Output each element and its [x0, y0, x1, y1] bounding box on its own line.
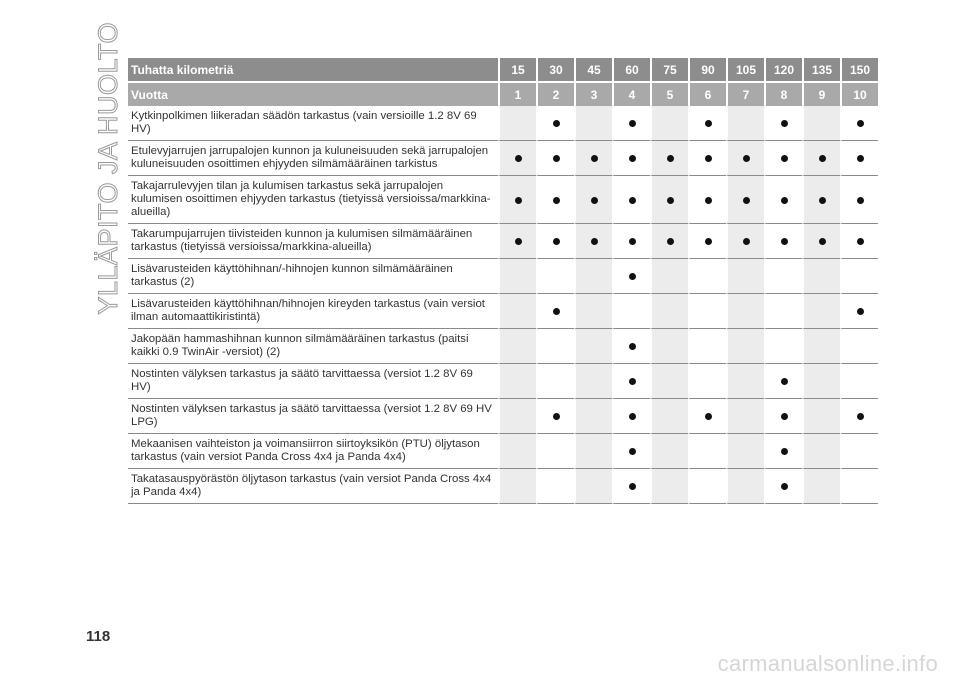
header-km-value: 15: [498, 58, 536, 81]
header-km-value: 30: [536, 58, 574, 81]
check-dot-icon: [743, 238, 750, 245]
table-row: [128, 106, 878, 141]
check-dot-icon: [857, 120, 864, 127]
interval-cell: [574, 259, 612, 294]
check-dot-icon: [857, 197, 864, 204]
interval-cell: [802, 259, 840, 294]
interval-cell: [726, 329, 764, 364]
check-dot-icon: [781, 413, 788, 420]
interval-cell: [840, 259, 878, 294]
header-year-value: 9: [802, 81, 840, 106]
table-row: [128, 469, 878, 504]
interval-cell: [650, 399, 688, 434]
interval-cell: [498, 364, 536, 399]
interval-cell: [498, 224, 536, 259]
table-row: [128, 259, 878, 294]
interval-cell: [650, 141, 688, 176]
check-dot-icon: [629, 483, 636, 490]
watermark: carmanualsonline.info: [717, 651, 938, 676]
interval-cell: [688, 106, 726, 141]
interval-cell: [650, 224, 688, 259]
check-dot-icon: [591, 197, 598, 204]
section-title-vertical: [90, 21, 126, 315]
interval-cell: [536, 329, 574, 364]
header-year-value: 3: [574, 81, 612, 106]
header-km-value: 150: [840, 58, 878, 81]
check-dot-icon: [705, 197, 712, 204]
interval-cell: [498, 106, 536, 141]
check-dot-icon: [629, 120, 636, 127]
check-dot-icon: [857, 413, 864, 420]
interval-cell: [802, 364, 840, 399]
interval-cell: [612, 224, 650, 259]
check-dot-icon: [591, 238, 598, 245]
interval-cell: [612, 364, 650, 399]
check-dot-icon: [857, 155, 864, 162]
interval-cell: [802, 434, 840, 469]
check-dot-icon: [553, 413, 560, 420]
interval-cell: [688, 259, 726, 294]
interval-cell: [498, 141, 536, 176]
interval-cell: [802, 469, 840, 504]
interval-cell: [688, 224, 726, 259]
interval-cell: [840, 176, 878, 224]
interval-cell: [726, 106, 764, 141]
interval-cell: [650, 469, 688, 504]
interval-cell: [764, 176, 802, 224]
interval-cell: [536, 224, 574, 259]
check-dot-icon: [553, 308, 560, 315]
interval-cell: [840, 329, 878, 364]
check-dot-icon: [857, 238, 864, 245]
check-dot-icon: [553, 120, 560, 127]
header-km-value: 105: [726, 58, 764, 81]
check-dot-icon: [781, 197, 788, 204]
table-row: [128, 294, 878, 329]
check-dot-icon: [705, 238, 712, 245]
interval-cell: [612, 294, 650, 329]
interval-cell: [726, 259, 764, 294]
interval-cell: [498, 434, 536, 469]
interval-cell: [536, 259, 574, 294]
interval-cell: [574, 399, 612, 434]
interval-cell: [650, 259, 688, 294]
interval-cell: [498, 469, 536, 504]
interval-cell: [612, 399, 650, 434]
header-km-value: 60: [612, 58, 650, 81]
interval-cell: [574, 141, 612, 176]
check-dot-icon: [553, 197, 560, 204]
interval-cell: [574, 224, 612, 259]
interval-cell: [574, 106, 612, 141]
header-year-value: 5: [650, 81, 688, 106]
header-km-value: 120: [764, 58, 802, 81]
table-row: [128, 434, 878, 469]
check-dot-icon: [781, 155, 788, 162]
check-dot-icon: [819, 238, 826, 245]
check-dot-icon: [819, 197, 826, 204]
interval-cell: [650, 176, 688, 224]
interval-cell: [574, 329, 612, 364]
header-km-label: Tuhatta kilometriä: [128, 58, 498, 81]
interval-cell: [536, 469, 574, 504]
check-dot-icon: [667, 197, 674, 204]
interval-cell: [498, 294, 536, 329]
section-title-text: YLLÄPITO JA HUOLTO: [92, 21, 123, 315]
interval-cell: [726, 176, 764, 224]
interval-cell: [612, 434, 650, 469]
check-dot-icon: [629, 343, 636, 350]
interval-cell: [764, 329, 802, 364]
interval-cell: [726, 294, 764, 329]
interval-cell: [612, 259, 650, 294]
check-dot-icon: [629, 378, 636, 385]
interval-cell: [650, 434, 688, 469]
interval-cell: [802, 106, 840, 141]
check-dot-icon: [743, 155, 750, 162]
check-dot-icon: [667, 238, 674, 245]
check-dot-icon: [515, 155, 522, 162]
header-km-value: 135: [802, 58, 840, 81]
interval-cell: [840, 294, 878, 329]
interval-cell: [650, 329, 688, 364]
check-dot-icon: [705, 155, 712, 162]
interval-cell: [688, 364, 726, 399]
check-dot-icon: [553, 238, 560, 245]
table-row: [128, 399, 878, 434]
table-row: [128, 224, 878, 259]
interval-cell: [612, 106, 650, 141]
header-year-value: 4: [612, 81, 650, 106]
interval-cell: [498, 329, 536, 364]
interval-cell: [802, 141, 840, 176]
interval-cell: [764, 469, 802, 504]
table-row: [128, 364, 878, 399]
interval-cell: [536, 106, 574, 141]
interval-cell: [726, 224, 764, 259]
header-year-value: 1: [498, 81, 536, 106]
interval-cell: [764, 224, 802, 259]
interval-cell: [764, 141, 802, 176]
interval-cell: [574, 364, 612, 399]
row-label: Jakopään hammashihnan kunnon silmämääräinen tarkastus (paitsi kaikki 0.9 TwinAir -versiot) (2): [128, 329, 498, 364]
interval-cell: [688, 469, 726, 504]
header-km-value: 45: [574, 58, 612, 81]
check-dot-icon: [743, 197, 750, 204]
interval-cell: [650, 364, 688, 399]
check-dot-icon: [781, 238, 788, 245]
interval-cell: [574, 469, 612, 504]
interval-cell: [536, 364, 574, 399]
check-dot-icon: [781, 120, 788, 127]
check-dot-icon: [629, 448, 636, 455]
table-row: [128, 176, 878, 224]
interval-cell: [498, 176, 536, 224]
interval-cell: [536, 141, 574, 176]
check-dot-icon: [705, 120, 712, 127]
interval-cell: [726, 141, 764, 176]
interval-cell: [802, 176, 840, 224]
check-dot-icon: [667, 155, 674, 162]
interval-cell: [764, 434, 802, 469]
header-km-value: 90: [688, 58, 726, 81]
interval-cell: [726, 364, 764, 399]
header-year-value: 10: [840, 81, 878, 106]
header-year-value: 8: [764, 81, 802, 106]
interval-cell: [764, 294, 802, 329]
check-dot-icon: [781, 483, 788, 490]
interval-cell: [840, 399, 878, 434]
maintenance-schedule-table: [128, 58, 878, 504]
interval-cell: [840, 364, 878, 399]
header-year-value: 7: [726, 81, 764, 106]
header-km-value: 75: [650, 58, 688, 81]
interval-cell: [688, 294, 726, 329]
interval-cell: [802, 294, 840, 329]
interval-cell: [612, 329, 650, 364]
check-dot-icon: [705, 413, 712, 420]
page-number: 118: [86, 628, 111, 645]
table-body: [128, 106, 878, 504]
interval-cell: [574, 434, 612, 469]
header-years-label: Vuotta: [128, 81, 498, 106]
row-label: Lisävarusteiden käyttöhihnan/hihnojen kireyden tarkastus (vain versiot ilman automaattikiristintä): [128, 294, 498, 329]
row-label: Etulevyjarrujen jarrupalojen kunnon ja kuluneisuuden sekä jarrupalojen kuluneisuuden osoittimen ehjyyden silmämääräinen tarkistus: [128, 141, 498, 176]
interval-cell: [840, 434, 878, 469]
interval-cell: [764, 106, 802, 141]
interval-cell: [764, 364, 802, 399]
interval-cell: [498, 399, 536, 434]
interval-cell: [840, 469, 878, 504]
interval-cell: [612, 469, 650, 504]
interval-cell: [574, 294, 612, 329]
interval-cell: [688, 141, 726, 176]
interval-cell: [726, 399, 764, 434]
interval-cell: [574, 176, 612, 224]
row-label: Takajarrulevyjen tilan ja kulumisen tarkastus sekä jarrupalojen kulumisen osoittimen ehjyyden tarkastus (tietyissä versioissa/markkina-alueilla): [128, 176, 498, 224]
table-row: [128, 329, 878, 364]
header-year-value: 2: [536, 81, 574, 106]
interval-cell: [536, 294, 574, 329]
interval-cell: [688, 434, 726, 469]
row-label: Nostinten välyksen tarkastus ja säätö tarvittaessa (versiot 1.2 8V 69 HV): [128, 364, 498, 399]
check-dot-icon: [515, 238, 522, 245]
check-dot-icon: [629, 413, 636, 420]
check-dot-icon: [857, 308, 864, 315]
check-dot-icon: [629, 155, 636, 162]
interval-cell: [612, 141, 650, 176]
interval-cell: [764, 259, 802, 294]
interval-cell: [688, 329, 726, 364]
header-row-km: [128, 58, 878, 81]
row-label: Takarumpujarrujen tiivisteiden kunnon ja kulumisen silmämääräinen tarkastus (tietyissä versioissa/markkina-alueilla): [128, 224, 498, 259]
table-row: [128, 141, 878, 176]
interval-cell: [726, 434, 764, 469]
row-label: Mekaanisen vaihteiston ja voimansiirron siirtoyksikön (PTU) öljytason tarkastus (vain versiot Panda Cross 4x4 ja Panda 4x4): [128, 434, 498, 469]
interval-cell: [840, 141, 878, 176]
check-dot-icon: [781, 378, 788, 385]
interval-cell: [840, 106, 878, 141]
check-dot-icon: [629, 273, 636, 280]
row-label: Lisävarusteiden käyttöhihnan/-hihnojen kunnon silmämääräinen tarkastus (2): [128, 259, 498, 294]
interval-cell: [802, 224, 840, 259]
header-row-years: [128, 81, 878, 106]
interval-cell: [650, 106, 688, 141]
check-dot-icon: [591, 155, 598, 162]
check-dot-icon: [629, 197, 636, 204]
check-dot-icon: [515, 197, 522, 204]
interval-cell: [536, 399, 574, 434]
row-label: Takatasauspyörästön öljytason tarkastus (vain versiot Panda Cross 4x4 ja Panda 4x4): [128, 469, 498, 504]
check-dot-icon: [781, 448, 788, 455]
interval-cell: [612, 176, 650, 224]
interval-cell: [536, 434, 574, 469]
check-dot-icon: [629, 238, 636, 245]
interval-cell: [802, 329, 840, 364]
interval-cell: [688, 176, 726, 224]
interval-cell: [840, 224, 878, 259]
header-year-value: 6: [688, 81, 726, 106]
interval-cell: [726, 469, 764, 504]
check-dot-icon: [553, 155, 560, 162]
row-label: Kytkinpolkimen liikeradan säädön tarkastus (vain versioille 1.2 8V 69 HV): [128, 106, 498, 141]
interval-cell: [650, 294, 688, 329]
interval-cell: [498, 259, 536, 294]
row-label: Nostinten välyksen tarkastus ja säätö tarvittaessa (versiot 1.2 8V 69 HV LPG): [128, 399, 498, 434]
interval-cell: [688, 399, 726, 434]
interval-cell: [764, 399, 802, 434]
interval-cell: [802, 399, 840, 434]
interval-cell: [536, 176, 574, 224]
check-dot-icon: [819, 155, 826, 162]
